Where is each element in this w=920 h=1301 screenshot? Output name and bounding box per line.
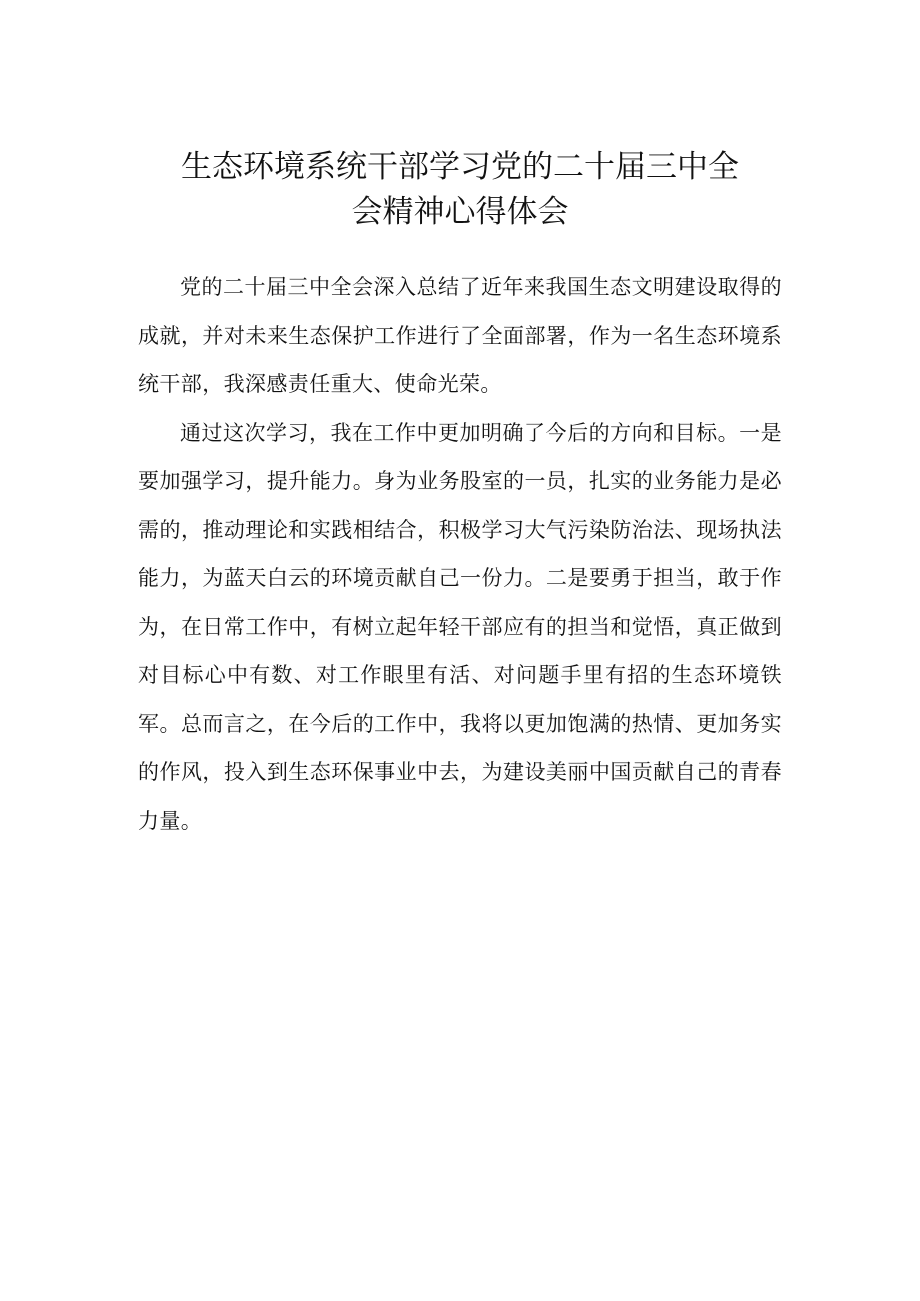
document-body bbox=[138, 263, 782, 845]
paragraph-2: 通过这次学习，我在工作中更加明确了今后的方向和目标。一是要加强学习，提升能力。身为业务股室的一员，扎实的业务能力是必需的，推动理论和实践相结合，积极学习大气污染防治法、现场执法能力，为蓝天白云的环境贡献自己一份力。二是要勇于担当，敢于作为，在日常工作中，有树立起年轻干部应有的担当和觉悟，真正做到对目标心中有数、对工作眼里有活、对问题手里有招的生态环境铁军。总而言之，在今后的工作中，我将以更加饱满的热情、更加务实的作风，投入到生态环保事业中去，为建设美丽中国贡献自己的青春力量。 bbox=[138, 420, 782, 833]
document-title-line-2: 会精神心得体会 bbox=[351, 194, 569, 230]
document-title-line-1: 生态环境系统干部学习党的二十届三中全 bbox=[181, 149, 739, 185]
document-title bbox=[138, 145, 782, 235]
paragraph-1: 党的二十届三中全会深入总结了近年来我国生态文明建设取得的成就，并对未来生态保护工作进行了全面部署，作为一名生态环境系统干部，我深感责任重大、使命光荣。 bbox=[138, 275, 782, 396]
